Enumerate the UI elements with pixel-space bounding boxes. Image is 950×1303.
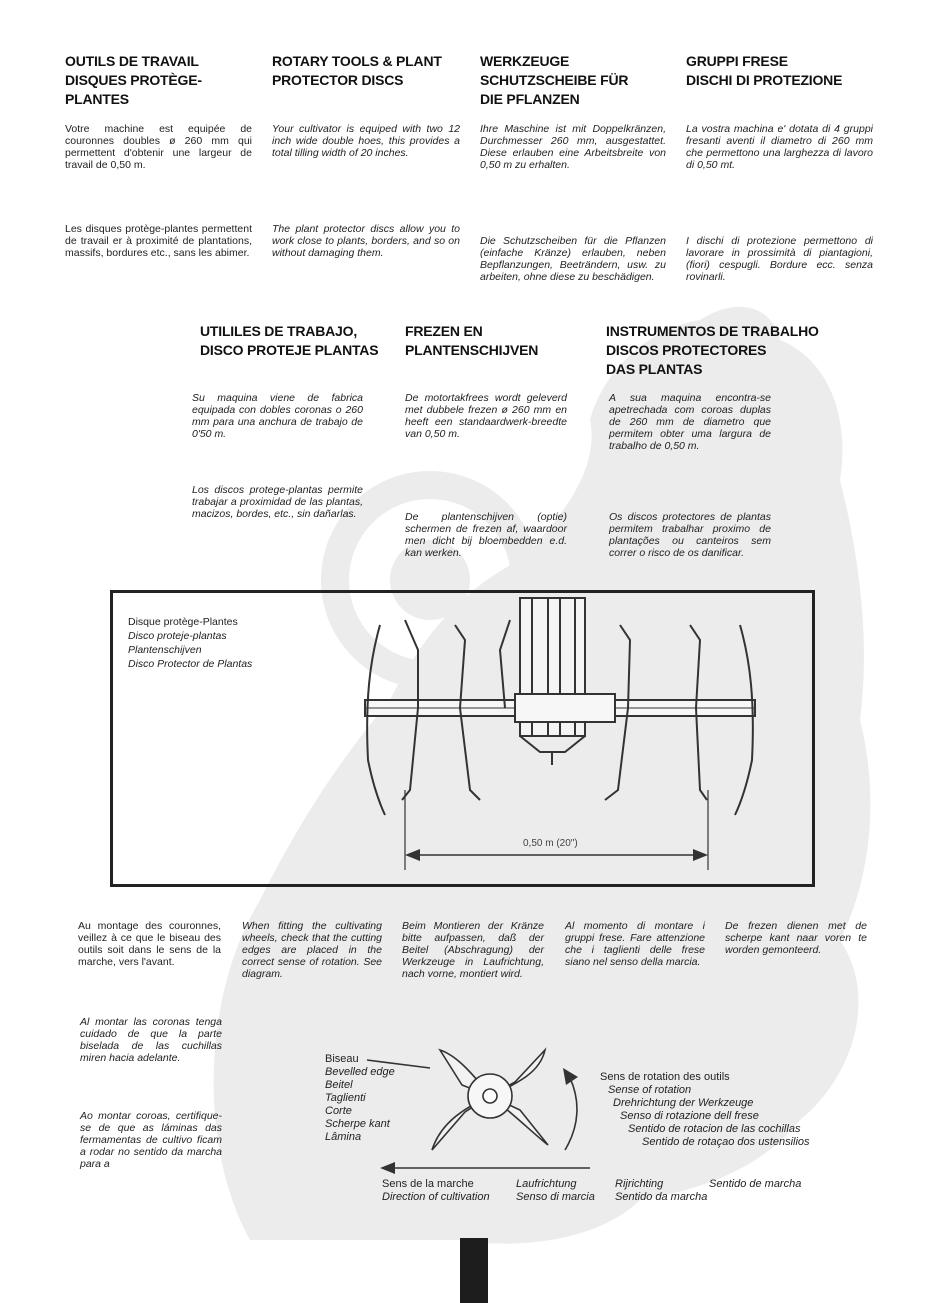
section-paragraph: Los discos protege-plantas permite trabajar a proximidad de las plantas, macizos, bordes, etc., sin dañarlas. — [192, 484, 363, 520]
section-paragraph: Die Schutzscheiben für die Pflanzen (einfache Kränze) erlauben, neben Bepflanzungen, Beeträndern, usw. zu arbeiten, ohne diese zu beschädigen. — [480, 235, 666, 283]
section-paragraph: De plantenschijven (optie) schermen de frezen af, waardoor men dicht bij bloembedden e.d. kan werken. — [405, 511, 567, 559]
section-title: UTILILES DE TRABAJO, DISCO PROTEJE PLANTAS — [200, 323, 379, 358]
bevel-label: Taglienti — [325, 1092, 366, 1104]
mounting-text-it: Al momento di montare i gruppi frese. Fare attenzione che i taglienti delle frese siano nel senso della marcia. — [565, 920, 705, 968]
section-title: WERKZEUGE SCHUTZSCHEIBE FÜR DIE PFLANZEN — [480, 53, 629, 107]
bevel-label: Biseau — [325, 1053, 359, 1065]
page-tab-marker — [460, 1238, 488, 1303]
mounting-text-nl: De frezen dienen met de scherpe kant naar voren te worden gemonteerd. — [725, 920, 867, 956]
section-paragraph: I dischi di protezione permettono di lavorare in prossimità di piantagioni, (fiori) cespugli. Bordure ecc. senza rovinarli. — [686, 235, 873, 283]
mounting-text-fr: Au montage des couronnes, veillez à ce que le biseau des outils soit dans le sens de la marche, vers l'avant. — [78, 920, 221, 968]
bevel-label: Lâmina — [325, 1131, 362, 1143]
direction-label: Senso di marcia — [516, 1191, 595, 1203]
section-paragraph: Votre machine est equipée de couronnes doubles ø 260 mm qui permettent d'obtenir une largeur de travail de 0,50 m. — [65, 123, 252, 171]
rotation-label: Sentido de rotacion de las cochillas — [628, 1123, 801, 1135]
direction-label: Sentido de marcha — [709, 1178, 802, 1190]
section-paragraph: Ihre Maschine ist mit Doppelkränzen, Durchmesser 260 mm, ausgestattet. Diese erlauben eine Arbeitsbreite von 0,50 m zu erhalten. — [480, 123, 666, 171]
section-title: ROTARY TOOLS & PLANT PROTECTOR DISCS — [272, 53, 442, 88]
rotation-label: Sense of rotation — [608, 1084, 692, 1096]
section-paragraph: Su maquina viene de fabrica equipada con dobles coronas o 260 mm para una anchura de trabajo de 0'50 m. — [192, 392, 363, 440]
direction-label: Rijrichting — [615, 1178, 664, 1190]
section-paragraph: Your cultivator is equiped with two 12 inch wide double hoes, this provides a total tilling width of 20 inches. — [272, 123, 460, 159]
section-paragraph: Les disques protège-plantes permettent de travail er à proximité de plantations, massifs, bordures etc., sans les abimer. — [65, 223, 252, 259]
rotation-label: Senso di rotazione dell frese — [620, 1110, 759, 1122]
bevel-label: Bevelled edge — [325, 1066, 395, 1078]
rotation-label: Drehrichtung der Werkzeuge — [613, 1097, 754, 1109]
section-title: OUTILS DE TRAVAIL DISQUES PROTÈGE- PLANTES — [65, 53, 202, 107]
dimension-label: 0,50 m (20") — [523, 838, 578, 849]
mounting-text-en: When fitting the cultivating wheels, check that the cutting edges are placed in the correct sense of rotation. See diagram. — [242, 920, 382, 980]
section-paragraph: The plant protector discs allow you to work close to plants, borders, and so on without damaging them. — [272, 223, 460, 259]
rotation-label: Sentido de rotaçao dos ustensilios — [642, 1136, 810, 1148]
bevel-label: Beitel — [325, 1079, 353, 1091]
diagram-label: Plantenschijven — [128, 644, 202, 656]
section-paragraph: De motortakfrees wordt geleverd met dubbele frezen ø 260 mm en heeft een standaardwerk-breedte van 0,50 m. — [405, 392, 567, 440]
direction-label: Sentido da marcha — [615, 1191, 708, 1203]
bevel-label: Scherpe kant — [325, 1118, 390, 1130]
section-paragraph: Os discos protectores de plantas permitem trabalhar proximo de plantações ou canteiros sem correr o risco de os danificar. — [609, 511, 771, 559]
mounting-text-es: Al montar las coronas tenga cuidado de que la parte biselada de las cuchillas miren hacia adelante. — [80, 1016, 222, 1064]
mounting-text-pt: Ao montar coroas, certifique-se de que as láminas das fermamentas de cultivo ficam a rodar no sentido da marcha para a — [80, 1110, 222, 1170]
section-paragraph: La vostra machina e' dotata di 4 gruppi fresanti aventi il diametro di 260 mm che permettono una larghezza di lavoro di 0,50 mt. — [686, 123, 873, 171]
rotation-labels — [600, 1071, 810, 1149]
bevel-label: Corte — [325, 1105, 352, 1117]
direction-label: Laufrichtung — [516, 1178, 577, 1190]
diagram-label: Disco Protector de Plantas — [128, 658, 253, 670]
rotation-label: Sens de rotation des outils — [600, 1071, 730, 1083]
diagram-label: Disco proteje-plantas — [128, 630, 227, 642]
section-title: GRUPPI FRESE DISCHI DI PROTEZIONE — [686, 53, 843, 88]
direction-label: Sens de la marche — [382, 1178, 474, 1190]
section-paragraph: A sua maquina encontra-se apetrechada com coroas duplas de 260 mm de diametro que permitem obter uma largura de trabalho de 0,50 m. — [609, 392, 771, 452]
diagram-label: Disque protège-Plantes — [128, 616, 238, 628]
section-title: INSTRUMENTOS DE TRABALHO DISCOS PROTECTORES DAS PLANTAS — [606, 323, 819, 377]
section-title: FREZEN EN PLANTENSCHIJVEN — [405, 323, 539, 358]
direction-label: Direction of cultivation — [382, 1191, 490, 1203]
mounting-text-de: Beim Montieren der Kränze bitte aufpassen, daß der Beitel (Abschragung) der Werkzeuge in Laufrichtung, nach vorne, montiert wird. — [402, 920, 544, 980]
